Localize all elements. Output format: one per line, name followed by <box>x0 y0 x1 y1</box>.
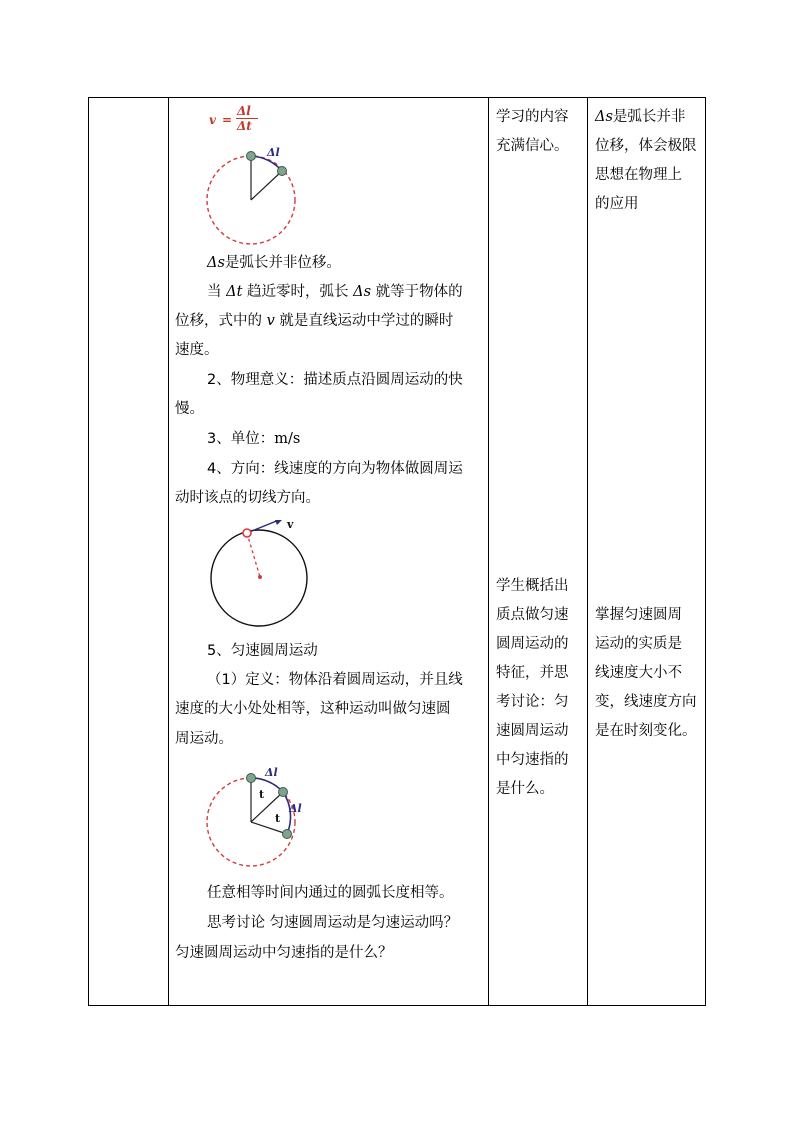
formula-denominator: Δt <box>237 119 252 133</box>
paragraph-definition-line2: 速度的大小处处相等，这种运动叫做匀速圆 <box>175 701 451 717</box>
text-line: 特征，并思 <box>496 665 569 681</box>
arc-label-top: Δl <box>265 766 278 779</box>
text-line: 学习的内容 <box>496 109 569 125</box>
equal-arcs-diagram <box>205 764 313 868</box>
symbol-ds: Δs <box>353 284 372 300</box>
tangent-velocity-diagram <box>207 520 321 628</box>
time-label-2: t <box>275 812 281 825</box>
text-line: 位移，体会极限 <box>595 138 697 154</box>
symbol-v: v <box>266 313 275 329</box>
text-line: 充满信心。 <box>496 138 569 154</box>
text: 是弧长并非位移。 <box>224 255 341 271</box>
student-activity-column <box>489 98 587 1005</box>
text-line: 圆周运动的 <box>496 636 569 652</box>
text-line: 是在时刻变化。 <box>595 723 697 739</box>
symbol-dt: Δt <box>226 284 243 300</box>
paragraph-think-line2: 匀速圆周运动中匀速指的是什么？ <box>175 945 393 961</box>
vector-label: v <box>287 520 294 531</box>
paragraph-uniform-title: 5、匀速圆周运动 <box>207 643 318 659</box>
paragraph-direction-line1: 4、方向：线速度的方向为物体做圆周运 <box>207 461 463 477</box>
time-label-1: t <box>259 788 265 801</box>
text-line: 速圆周运动 <box>496 723 569 739</box>
paragraph-ds <box>207 248 341 278</box>
text-line: 运动的实质是 <box>595 636 682 652</box>
design-intent-column <box>588 98 706 1005</box>
intent-note-top <box>595 103 697 219</box>
text: 当 <box>207 284 222 300</box>
text: 3、单位： <box>207 431 275 447</box>
paragraph-limit-line2 <box>175 306 453 336</box>
stage-column <box>89 98 168 1005</box>
paragraph-definition-line1: （1）定义：物体沿着圆周运动，并且线 <box>207 672 463 688</box>
paragraph-meaning-line2: 慢。 <box>175 401 204 417</box>
text: 位移，式中的 <box>175 313 262 329</box>
lesson-table <box>88 97 706 1006</box>
symbol-ds: Δs <box>595 109 613 125</box>
unit: m/s <box>274 431 301 447</box>
formula-numerator: Δl <box>237 104 251 118</box>
text-line: 思想在物理上 <box>595 167 682 183</box>
formula-equals: = <box>222 113 233 127</box>
formula-lhs: v <box>209 113 216 127</box>
arc-label: Δl <box>267 146 280 159</box>
text-line: 质点做匀速 <box>496 607 569 623</box>
text: 就等于物体的 <box>375 284 463 300</box>
text: 趋近零时，弧长 <box>247 284 349 300</box>
text-line: 的应用 <box>595 196 639 212</box>
arc-length-diagram <box>205 142 305 248</box>
symbol-ds: Δs <box>207 255 225 271</box>
intent-note-bottom <box>595 601 697 746</box>
student-note-top <box>496 103 569 161</box>
text-line: 考讨论：匀 <box>496 694 569 710</box>
paragraph-think-line1: 思考讨论 匀速圆周运动是匀速运动吗？ <box>207 915 459 931</box>
student-note-bottom <box>496 572 569 804</box>
paragraph-direction-line2: 动时该点的切线方向。 <box>175 490 320 506</box>
paragraph-definition-line3: 周运动。 <box>175 731 233 747</box>
text-line <box>595 103 697 132</box>
paragraph-limit-line1 <box>207 277 463 307</box>
text: 是弧长并非 <box>612 109 686 125</box>
paragraph-meaning-line1: 2、物理意义：描述质点沿圆周运动的快 <box>207 372 463 388</box>
text-line: 是什么。 <box>496 781 554 797</box>
text: 就是直线运动中学过的瞬时 <box>279 313 454 329</box>
content-column <box>169 98 488 1005</box>
paragraph-limit-line3: 速度。 <box>175 342 219 358</box>
text-line: 掌握匀速圆周 <box>595 607 682 623</box>
paragraph-unit <box>207 424 300 454</box>
text-line: 学生概括出 <box>496 578 569 594</box>
arc-label-side: Δl <box>289 802 302 815</box>
paragraph-equal-arcs: 任意相等时间内通过的圆弧长度相等。 <box>207 885 454 901</box>
text-line: 变，线速度方向 <box>595 694 697 710</box>
text-line: 中匀速指的 <box>496 752 569 768</box>
text-line: 线速度大小不 <box>595 665 682 681</box>
velocity-formula <box>209 104 279 134</box>
